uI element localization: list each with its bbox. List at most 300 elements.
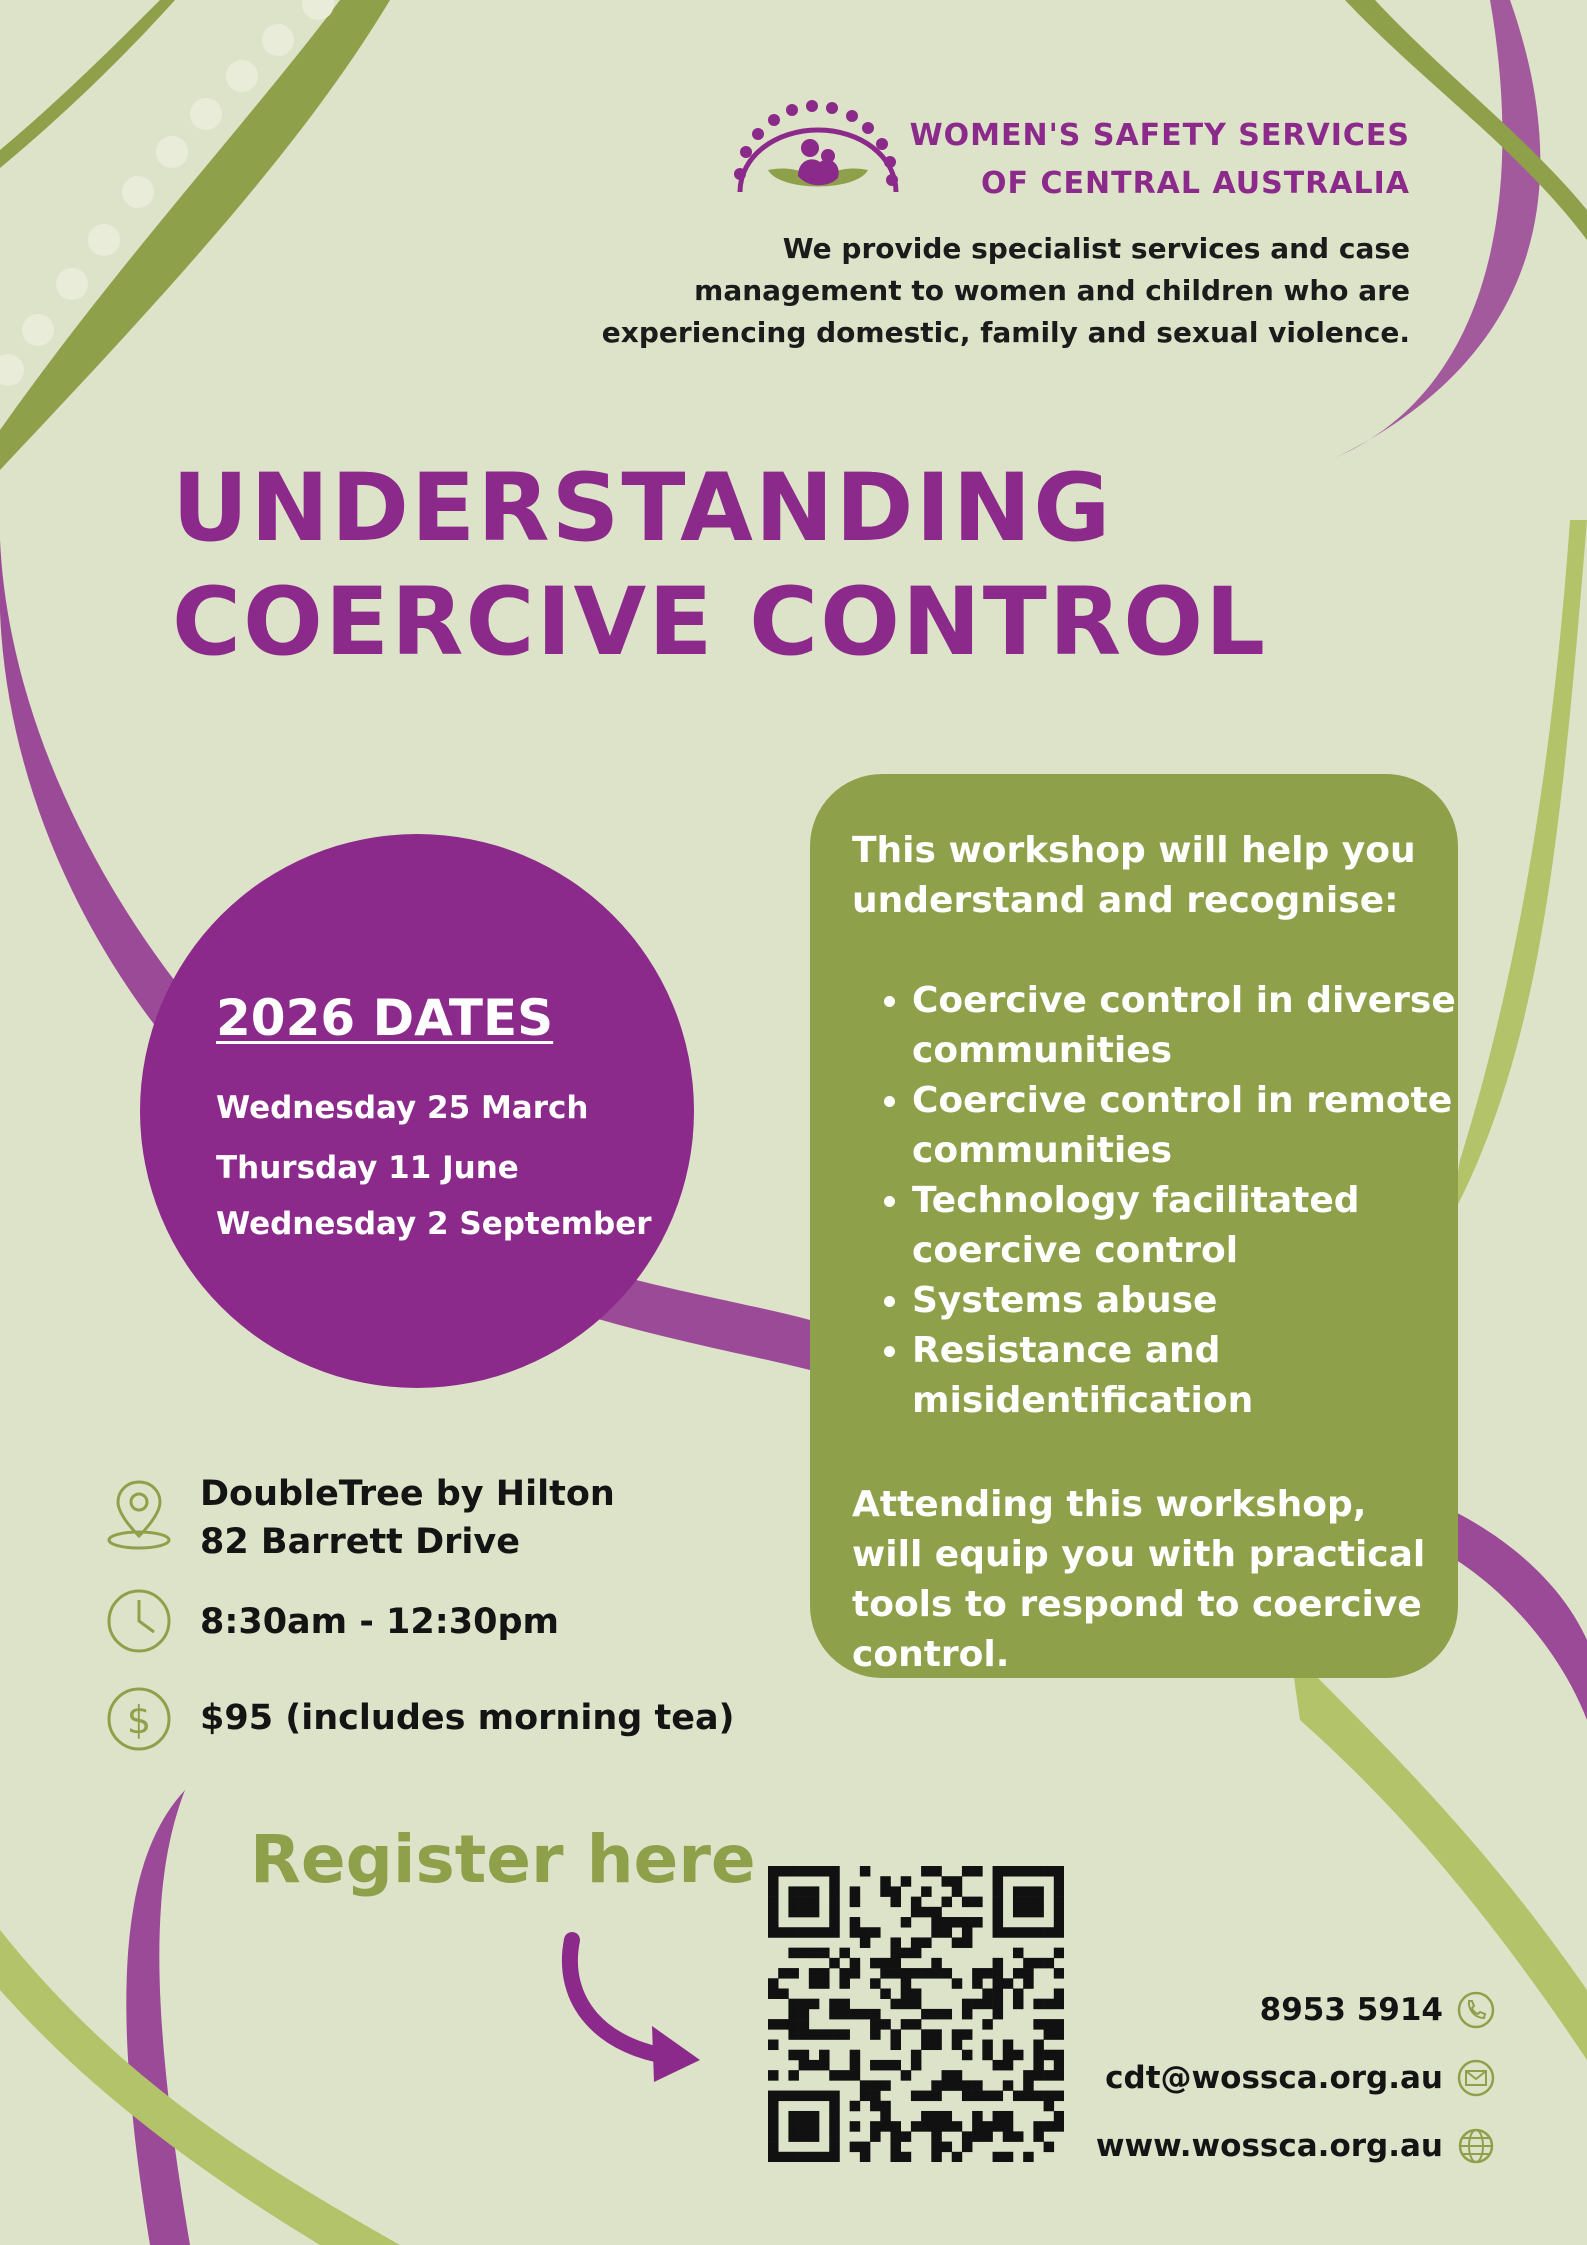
qr-module	[788, 2070, 799, 2081]
purple-ribbon-lower-left	[126, 1790, 190, 2245]
qr-module	[890, 2029, 901, 2040]
qr-module	[870, 1958, 881, 1969]
qr-module	[952, 1978, 963, 1989]
qr-module	[799, 2060, 810, 2071]
qr-module	[993, 1907, 1004, 1918]
qr-module	[799, 1927, 810, 1938]
qr-module	[870, 2019, 881, 2030]
qr-module	[880, 1958, 891, 1969]
qr-module	[911, 1988, 922, 1999]
qr-module	[768, 1907, 779, 1918]
qr-module	[1013, 1999, 1024, 2010]
qr-module	[819, 2050, 830, 2061]
qr-module	[799, 2009, 810, 2020]
qr-module	[1054, 1876, 1064, 1887]
qr-module	[890, 2060, 901, 2071]
qr-module	[931, 1907, 942, 1918]
qr-module	[768, 2101, 779, 2112]
qr-module	[819, 2060, 830, 2071]
qr-module	[768, 2142, 779, 2153]
qr-module	[788, 2091, 799, 2102]
qr-module	[993, 1866, 1004, 1877]
qr-module	[870, 2091, 881, 2102]
qr-module	[962, 2029, 973, 2040]
qr-module	[860, 2152, 871, 2162]
qr-module	[839, 2070, 850, 2081]
qr-module	[870, 2131, 881, 2142]
venue-address: 82 Barrett Drive	[200, 1522, 520, 1562]
qr-module	[1054, 1948, 1064, 1959]
qr-module	[778, 2152, 789, 2162]
qr-module	[1003, 2060, 1014, 2071]
contact-phone[interactable]: 8953 5914	[1259, 1992, 1443, 2028]
organisation-name-line2: OF CENTRAL AUSTRALIA	[981, 166, 1410, 201]
qr-module	[1033, 1958, 1044, 1969]
qr-module	[809, 1907, 820, 1918]
qr-module	[962, 2080, 973, 2091]
qr-module	[809, 1999, 820, 2010]
qr-module	[788, 2152, 799, 2162]
qr-module	[962, 1917, 973, 1928]
qr-module	[870, 1978, 881, 1989]
qr-module	[799, 2019, 810, 2030]
qr-module	[890, 2142, 901, 2153]
qr-module	[993, 2121, 1004, 2132]
arrow-right-icon	[560, 1930, 710, 2090]
qr-module	[850, 2101, 861, 2112]
qr-module	[890, 1999, 901, 2010]
contact-website[interactable]: www.wossca.org.au	[1095, 2128, 1443, 2164]
qr-module	[972, 2111, 983, 2122]
qr-module	[799, 2152, 810, 2162]
qr-module	[890, 1886, 901, 1897]
svg-text:$: $	[126, 1698, 152, 1742]
qr-module	[839, 2029, 850, 2040]
qr-module	[952, 2080, 963, 2091]
qr-module	[788, 1968, 799, 1979]
qr-module	[931, 2121, 942, 2132]
qr-module	[829, 1876, 840, 1887]
qr-module	[819, 1927, 830, 1938]
qr-module	[1023, 2091, 1034, 2102]
qr-module	[819, 2029, 830, 2040]
qr-module	[1054, 2070, 1064, 2081]
qr-module	[962, 2009, 973, 2020]
qr-module	[880, 1968, 891, 1979]
qr-module	[1054, 2019, 1064, 2030]
qr-module	[788, 1927, 799, 1938]
qr-module	[1054, 1886, 1064, 1897]
qr-module	[901, 1876, 912, 1887]
qr-module	[860, 2080, 871, 2091]
qr-module	[972, 2131, 983, 2142]
qr-module	[1003, 1927, 1014, 1938]
qr-module	[870, 2121, 881, 2132]
qr-module	[799, 2111, 810, 2122]
qr-module	[993, 1958, 1004, 1969]
qr-module	[952, 1937, 963, 1948]
qr-module	[942, 2070, 953, 2081]
qr-module	[942, 2142, 953, 2153]
qr-module	[829, 2029, 840, 2040]
qr-module	[1054, 1988, 1064, 1999]
qr-module	[931, 1917, 942, 1928]
qr-module	[850, 1897, 861, 1908]
qr-module	[942, 2121, 953, 2132]
qr-module	[778, 1866, 789, 1877]
qr-module	[942, 1917, 953, 1928]
qr-module	[890, 2121, 901, 2132]
qr-module	[982, 2131, 993, 2142]
qr-module	[952, 2121, 963, 2132]
qr-module	[850, 1917, 861, 1928]
qr-module	[788, 1886, 799, 1897]
qr-module	[1044, 2121, 1055, 2132]
qr-module	[952, 1917, 963, 1928]
qr-module	[1023, 1907, 1034, 1918]
qr-module	[993, 2111, 1004, 2122]
qr-module	[972, 2091, 983, 2102]
title-line2: COERCIVE CONTROL	[172, 568, 1268, 677]
qr-module	[1023, 2080, 1034, 2091]
qr-module	[819, 1968, 830, 1979]
qr-module	[1044, 2050, 1055, 2061]
qr-module	[788, 2009, 799, 2020]
qr-module	[788, 2111, 799, 2122]
qr-module	[1054, 1968, 1064, 1979]
qr-module	[931, 2040, 942, 2051]
qr-module	[890, 2040, 901, 2051]
qr-module	[809, 1978, 820, 1989]
qr-module	[993, 1886, 1004, 1897]
qr-module	[942, 2111, 953, 2122]
qr-module	[1023, 1897, 1034, 1908]
qr-code[interactable]	[768, 1866, 1064, 2162]
qr-module	[829, 1958, 840, 1969]
qr-module	[809, 2029, 820, 2040]
qr-module	[952, 1876, 963, 1887]
qr-module	[1033, 1907, 1044, 1918]
qr-module	[952, 2070, 963, 2081]
qr-module	[870, 2080, 881, 2091]
qr-module	[1013, 2131, 1024, 2142]
qr-module	[982, 1968, 993, 1979]
qr-module	[1023, 1886, 1034, 1897]
qr-module	[778, 1988, 789, 1999]
qr-module	[921, 1886, 932, 1897]
qr-module	[829, 2070, 840, 2081]
qr-module	[799, 2029, 810, 2040]
qr-module	[1003, 2111, 1014, 2122]
qr-module	[921, 2040, 932, 2051]
qr-module	[809, 1968, 820, 1979]
qr-module	[788, 1897, 799, 1908]
qr-module	[860, 2091, 871, 2102]
qr-module	[982, 2040, 993, 2051]
register-heading: Register here	[250, 1821, 756, 1898]
qr-module	[901, 2019, 912, 2030]
qr-module	[1013, 1897, 1024, 1908]
phone-icon	[1456, 1990, 1496, 2030]
qr-module	[1054, 1917, 1064, 1928]
qr-module	[993, 1876, 1004, 1887]
list-item: • Coercive control in diverse communities	[912, 976, 1472, 1076]
qr-module	[850, 2142, 861, 2153]
qr-module	[1033, 1897, 1044, 1908]
qr-module	[993, 1978, 1004, 1989]
qr-module	[788, 1999, 799, 2010]
qr-module	[921, 2121, 932, 2132]
qr-module	[850, 1886, 861, 1897]
qr-module	[809, 1927, 820, 1938]
list-item: • Systems abuse	[912, 1276, 1472, 1326]
qr-module	[850, 2070, 861, 2081]
qr-module	[890, 1958, 901, 1969]
qr-module	[942, 1876, 953, 1887]
qr-module	[921, 1937, 932, 1948]
qr-module	[1054, 2060, 1064, 2071]
qr-module	[860, 1927, 871, 1938]
qr-module	[860, 1866, 871, 1877]
qr-module	[809, 2152, 820, 2162]
qr-module	[768, 1886, 779, 1897]
qr-module	[788, 1907, 799, 1918]
qr-module	[799, 2091, 810, 2102]
qr-module	[768, 2131, 779, 2142]
qr-module	[901, 1999, 912, 2010]
qr-module	[921, 2091, 932, 2102]
qr-module	[1013, 1988, 1024, 1999]
qr-module	[911, 2019, 922, 2030]
qr-module	[1023, 1958, 1034, 1969]
qr-module	[1013, 1948, 1024, 1959]
qr-module	[890, 2131, 901, 2142]
qr-module	[1003, 1978, 1014, 1989]
date-item: Wednesday 25 March	[216, 1090, 589, 1126]
qr-module	[809, 1948, 820, 1959]
qr-module	[931, 1958, 942, 1969]
qr-module	[993, 1917, 1004, 1928]
qr-module	[972, 1978, 983, 1989]
qr-module	[788, 2121, 799, 2132]
qr-module	[768, 1876, 779, 1887]
qr-module	[1033, 2050, 1044, 2061]
qr-module	[809, 2111, 820, 2122]
qr-module	[829, 2111, 840, 2122]
qr-module	[880, 2019, 891, 2030]
venue-name: DoubleTree by Hilton	[200, 1474, 615, 1514]
qr-module	[1044, 2019, 1055, 2030]
qr-module	[829, 2131, 840, 2142]
qr-module	[942, 1968, 953, 1979]
qr-module	[942, 1927, 953, 1938]
qr-module	[1023, 2152, 1034, 2162]
qr-module	[921, 2009, 932, 2020]
qr-module	[1013, 1968, 1024, 1979]
qr-module	[931, 2029, 942, 2040]
qr-module	[809, 1897, 820, 1908]
qr-module	[850, 2009, 861, 2020]
qr-module	[819, 1978, 830, 1989]
qr-module	[962, 2091, 973, 2102]
qr-module	[962, 1897, 973, 1908]
qr-module	[911, 1999, 922, 2010]
qr-module	[942, 1897, 953, 1908]
qr-module	[982, 1999, 993, 2010]
qr-module	[931, 2080, 942, 2091]
qr-module	[1044, 2101, 1055, 2112]
qr-module	[1033, 2019, 1044, 2030]
qr-module	[921, 1907, 932, 1918]
qr-module	[870, 2029, 881, 2040]
qr-module	[768, 2091, 779, 2102]
qr-module	[901, 1988, 912, 1999]
event-price: $95 (includes morning tea)	[200, 1698, 735, 1738]
qr-module	[1054, 2091, 1064, 2102]
qr-module	[860, 1937, 871, 1948]
qr-module	[799, 1948, 810, 1959]
qr-module	[942, 2080, 953, 2091]
qr-module	[901, 1978, 912, 1989]
qr-module	[931, 2111, 942, 2122]
qr-module	[972, 1917, 983, 1928]
qr-module	[962, 2050, 973, 2061]
qr-module	[1033, 1927, 1044, 1938]
qr-module	[890, 1968, 901, 1979]
qr-module	[778, 1968, 789, 1979]
qr-module	[799, 2121, 810, 2132]
qr-module	[1023, 1968, 1034, 1979]
tagline-line1: We provide specialist services and case	[782, 232, 1410, 265]
qr-module	[1023, 2070, 1034, 2081]
qr-module	[993, 1897, 1004, 1908]
qr-module	[931, 2142, 942, 2153]
qr-module	[1023, 1866, 1034, 1877]
qr-module	[829, 1907, 840, 1918]
qr-module	[768, 1866, 779, 1877]
qr-module	[768, 2040, 779, 2051]
qr-module	[911, 1948, 922, 1959]
qr-module	[931, 2009, 942, 2020]
olive-band-top-left	[0, 0, 390, 470]
qr-module	[911, 1907, 922, 1918]
qr-module	[931, 1927, 942, 1938]
qr-module	[809, 1886, 820, 1897]
qr-module	[850, 2121, 861, 2132]
qr-module	[911, 2091, 922, 2102]
qr-module	[931, 1968, 942, 1979]
qr-module	[809, 2060, 820, 2071]
qr-module	[768, 1978, 779, 1989]
qr-module	[1013, 1907, 1024, 1918]
qr-module	[993, 1999, 1004, 2010]
qr-module	[880, 1876, 891, 1887]
qr-module	[921, 2029, 932, 2040]
qr-module	[809, 2121, 820, 2132]
qr-module	[993, 2152, 1004, 2162]
qr-module	[809, 1866, 820, 1877]
qr-module	[870, 2009, 881, 2020]
qr-module	[1044, 2070, 1055, 2081]
qr-module	[1003, 1866, 1014, 1877]
qr-module	[819, 2152, 830, 2162]
qr-module	[850, 1958, 861, 1969]
qr-module	[809, 2091, 820, 2102]
qr-module	[1033, 2040, 1044, 2051]
qr-module	[1054, 2111, 1064, 2122]
qr-module	[901, 1948, 912, 1959]
qr-module	[1054, 1999, 1064, 2010]
qr-module	[768, 2070, 779, 2081]
qr-module	[768, 1988, 779, 1999]
qr-module	[1003, 2040, 1014, 2051]
qr-module	[809, 2131, 820, 2142]
list-item: • Resistance and misidentification	[912, 1326, 1472, 1426]
qr-module	[1033, 2070, 1044, 2081]
workshop-topic-list	[876, 976, 1472, 1426]
qr-module	[1033, 2131, 1044, 2142]
qr-module	[829, 2121, 840, 2132]
qr-module	[993, 2091, 1004, 2102]
qr-module	[993, 1927, 1004, 1938]
qr-module	[778, 1927, 789, 1938]
qr-module	[788, 2131, 799, 2142]
qr-module	[880, 2101, 891, 2112]
qr-module	[819, 1866, 830, 1877]
qr-module	[850, 1968, 861, 1979]
qr-module	[880, 1886, 891, 1897]
qr-module	[860, 2142, 871, 2153]
mail-icon	[1456, 2058, 1496, 2098]
event-time: 8:30am - 12:30pm	[200, 1602, 559, 1642]
qr-module	[962, 2142, 973, 2153]
qr-module	[850, 1927, 861, 1938]
workshop-outro: Attending this workshop, will equip you with practical tools to respond to coercive control.	[852, 1484, 1426, 1675]
qr-module	[1013, 1886, 1024, 1897]
qr-module	[972, 1968, 983, 1979]
qr-module	[1054, 1897, 1064, 1908]
qr-module	[788, 2029, 799, 2040]
qr-module	[931, 2152, 942, 2162]
qr-module	[880, 2080, 891, 2091]
qr-module	[1044, 1866, 1055, 1877]
qr-module	[911, 1937, 922, 1948]
qr-module	[931, 2091, 942, 2102]
list-item: • Coercive control in remote communities	[912, 1076, 1472, 1176]
qr-module	[993, 1988, 1004, 1999]
qr-module	[1054, 2029, 1064, 2040]
qr-module	[1033, 1866, 1044, 1877]
qr-module	[911, 1968, 922, 1979]
qr-module	[839, 2009, 850, 2020]
contact-email[interactable]: cdt@wossca.org.au	[1105, 2060, 1443, 2096]
qr-module	[901, 2131, 912, 2142]
qr-module	[952, 2152, 963, 2162]
qr-module	[768, 1897, 779, 1908]
qr-module	[860, 2009, 871, 2020]
qr-module	[1054, 2050, 1064, 2061]
qr-module	[911, 2121, 922, 2132]
qr-module	[788, 1866, 799, 1877]
qr-module	[1003, 2131, 1014, 2142]
qr-module	[1054, 1866, 1064, 1877]
qr-module	[819, 2091, 830, 2102]
qr-module	[982, 2019, 993, 2030]
qr-module	[1003, 2050, 1014, 2061]
date-item: Wednesday 2 September	[216, 1206, 652, 1242]
qr-module	[850, 2060, 861, 2071]
qr-module	[901, 2152, 912, 2162]
